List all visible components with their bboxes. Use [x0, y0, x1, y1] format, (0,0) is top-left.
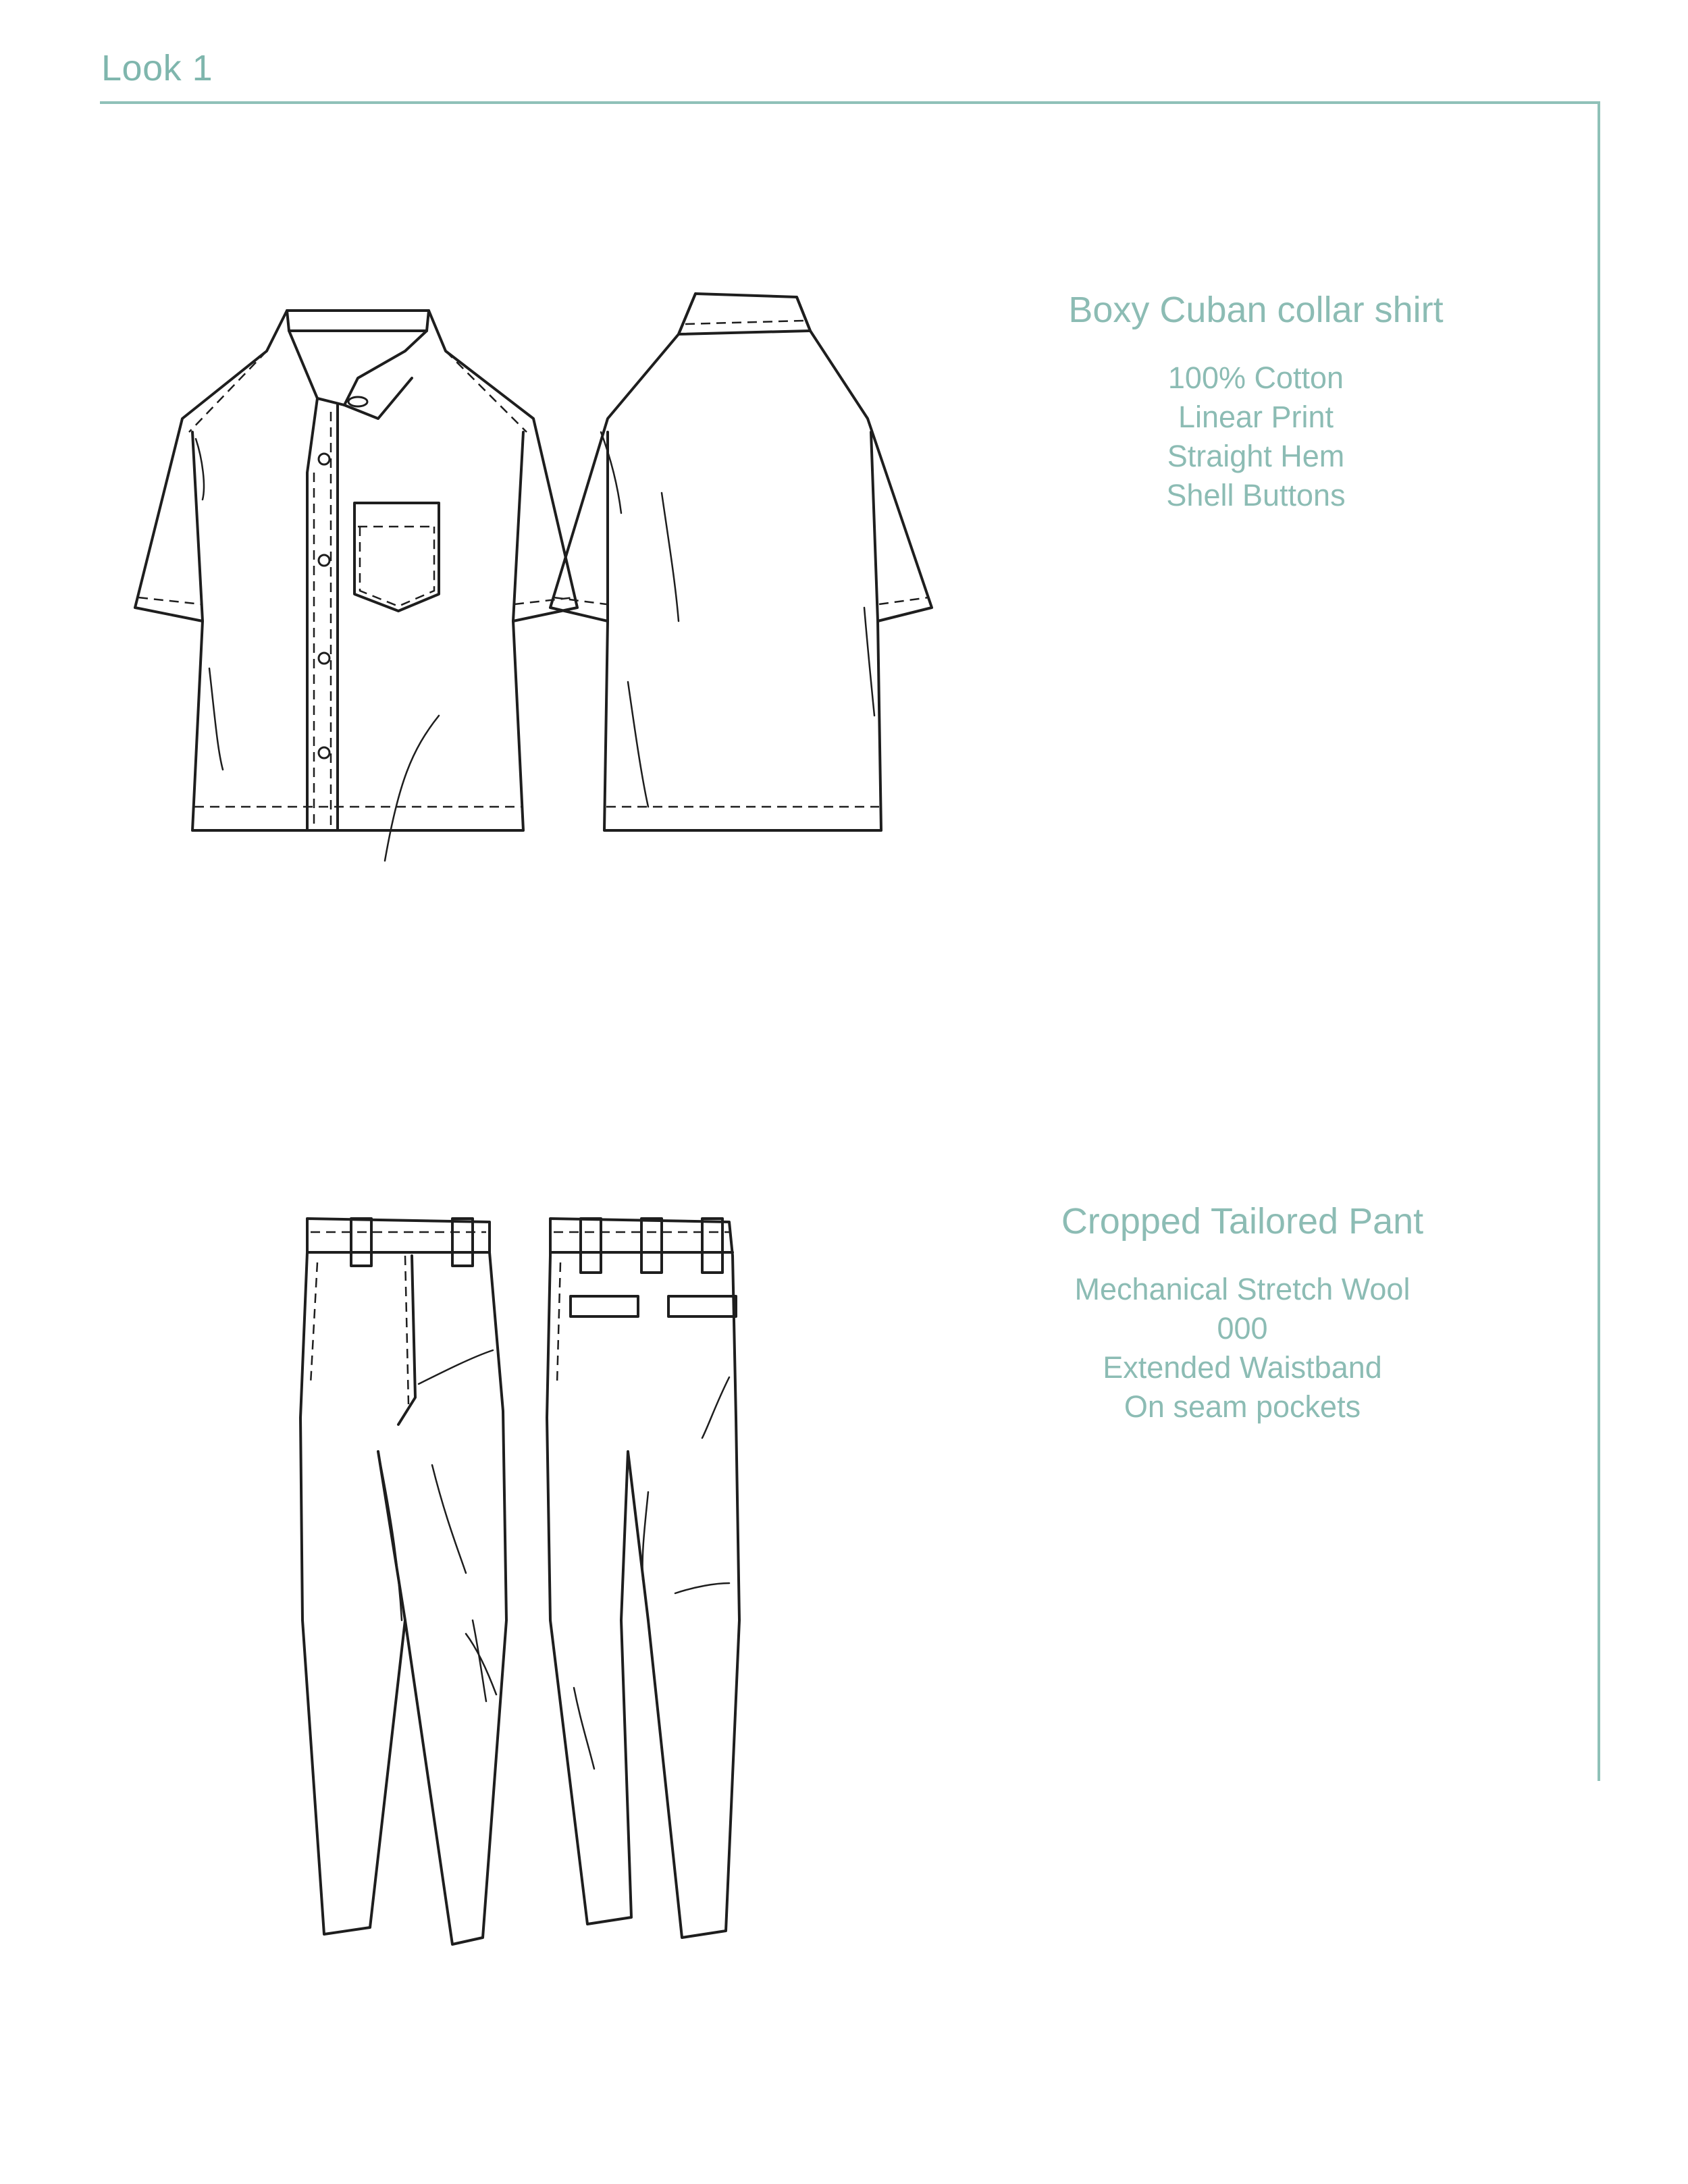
shirt-detail: Shell Buttons: [1166, 478, 1346, 513]
pant-name: Cropped Tailored Pant: [1061, 1201, 1424, 1242]
pant-front-flat: [300, 1219, 506, 1944]
pant-detail: Extended Waistband: [1103, 1350, 1382, 1385]
shirt-detail: 100% Cotton: [1167, 361, 1344, 396]
shirt-detail: Straight Hem: [1167, 439, 1345, 474]
pant-details-list: [999, 1270, 1485, 1427]
shirt-details-list: [1013, 358, 1499, 515]
pant-detail: Mechanical Stretch Wool: [1074, 1272, 1410, 1307]
pant-detail: On seam pockets: [1124, 1389, 1361, 1424]
shirt-back-flat: [550, 294, 932, 830]
shirt-detail: Linear Print: [1178, 400, 1334, 435]
shirt-spec-block: [1013, 290, 1499, 515]
pant-spec-block: [999, 1202, 1485, 1427]
shirt-front-flat: [135, 311, 577, 861]
pant-detail: 000: [1217, 1311, 1268, 1346]
page-title: Look 1: [101, 48, 213, 88]
pant-back-flat: [547, 1219, 739, 1938]
shirt-name: Boxy Cuban collar shirt: [1068, 290, 1444, 330]
